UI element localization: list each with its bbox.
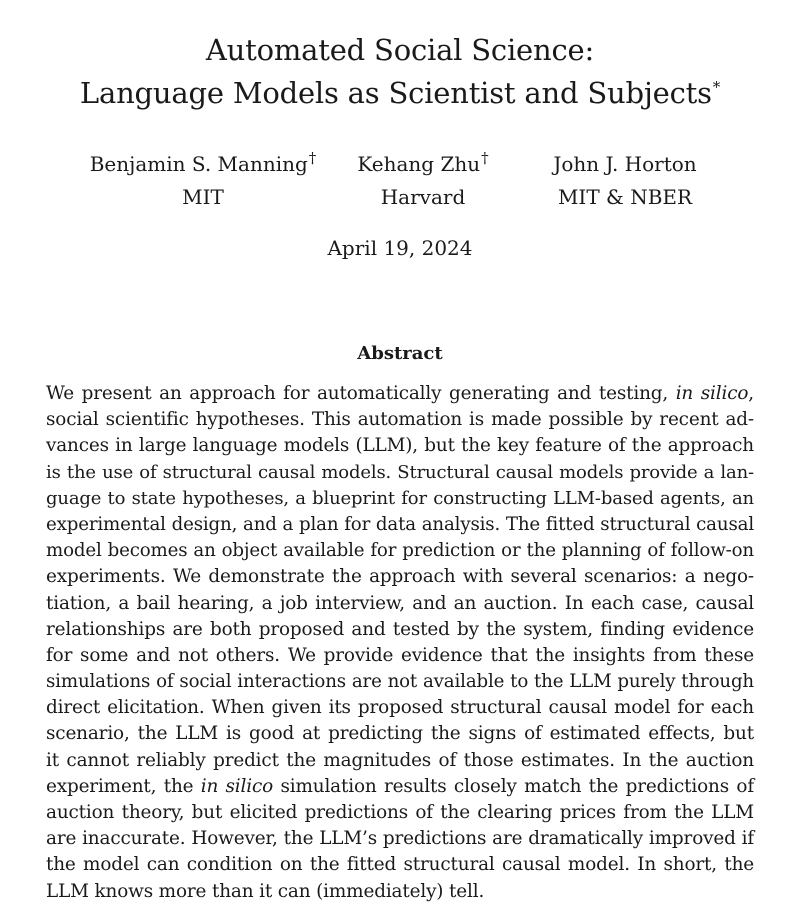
paper-date: April 19, 2024 [327, 236, 473, 260]
abstract-line [46, 774, 754, 800]
abstract-text: vances in large language models (LLM), but the key feature of the approach [46, 435, 754, 457]
abstract-line [46, 460, 754, 486]
abstract-line [46, 879, 754, 905]
abstract-line [46, 748, 754, 774]
author-name-text: John J. Horton [553, 152, 697, 176]
abstract-line [46, 538, 754, 564]
abstract-text: simulations of social interactions are not available to the LLM purely through [46, 671, 754, 693]
abstract-text: auction theory, but elicited predictions of the clearing prices from the LLM [46, 802, 754, 823]
title-line-2-text: Language Models as Scientist and Subjects [79, 76, 712, 110]
abstract-line [46, 617, 754, 643]
abstract-text: the model can condition on the fitted structural causal model. In short, the [46, 854, 754, 876]
abstract-line [46, 407, 754, 433]
abstract-line [46, 695, 754, 721]
abstract-text: experiments. We demonstrate the approach with several scenarios: a nego- [46, 566, 754, 588]
abstract-text: guage to state hypotheses, a blueprint for constructing LLM-based agents, an [46, 487, 754, 509]
abstract-italic-text: in silico [675, 383, 749, 404]
abstract-text: scenario, the LLM is good at predicting the signs of estimated effects, but [46, 723, 754, 745]
abstract-line [46, 564, 754, 590]
abstract-text: direct elicitation. When given its proposed structural causal model for each [46, 697, 754, 719]
abstract-text: it cannot reliably predict the magnitudes of those estimates. In the auction [46, 749, 754, 771]
author-block [88, 149, 318, 209]
abstract-line [46, 512, 754, 538]
abstract-line [46, 852, 754, 878]
author-footnote-mark: † [308, 149, 317, 168]
abstract-text: tiation, a bail hearing, a job interview, and an auction. In each case, causal [46, 592, 754, 614]
abstract-line [46, 486, 754, 512]
author-affiliation: MIT & NBER [557, 185, 693, 209]
abstract-line [46, 381, 754, 407]
abstract-line [46, 800, 754, 826]
abstract-text: relationships are both proposed and tested by the system, finding evidence [46, 618, 754, 640]
abstract-line [46, 826, 754, 852]
abstract-text: for some and not others. We provide evidence that the insights from these [46, 644, 754, 666]
author-affiliation: MIT [182, 185, 224, 209]
author-block [540, 152, 710, 209]
abstract-text: simulation results closely match the predictions of [273, 775, 754, 797]
abstract-text: are inaccurate. However, the LLM’s predictions are dramatically improved if [46, 828, 754, 850]
abstract-line [46, 591, 754, 617]
abstract-text: experimental design, and a plan for data analysis. The fitted structural causal [46, 513, 754, 535]
paper-title-line-2 [0, 77, 800, 110]
paper-title-line-1 [0, 34, 800, 67]
abstract-text: , [748, 383, 754, 404]
abstract-line [46, 433, 754, 459]
author-name [88, 149, 318, 176]
abstract-text: model becomes an object available for prediction or the planning of follow-on [46, 540, 754, 562]
abstract-text: experiment, the [46, 775, 201, 797]
author-name [348, 149, 498, 176]
abstract-line [46, 721, 754, 747]
abstract-body [46, 381, 754, 905]
author-affiliation: Harvard [380, 185, 466, 209]
abstract-text: We present an approach for automatically generating and testing, [46, 383, 676, 404]
author-name-text: Benjamin S. Manning [89, 152, 308, 176]
abstract-text: social scientific hypotheses. This automation is made possible by recent ad- [46, 409, 754, 431]
author-name [540, 152, 710, 176]
abstract-italic-text: in silico [200, 775, 274, 797]
author-footnote-mark: † [481, 149, 489, 168]
title-line-1-text: Automated Social Science: [205, 33, 595, 67]
author-block [348, 149, 498, 209]
abstract-line [46, 643, 754, 669]
author-name-text: Kehang Zhu [357, 152, 481, 176]
title-footnote-mark: * [712, 78, 721, 97]
abstract-line [46, 669, 754, 695]
abstract-text: is the use of structural causal models. Structural causal models provide a lan- [46, 461, 754, 483]
abstract-text: LLM knows more than it can (immediately) tell. [46, 880, 485, 902]
abstract-heading: Abstract [357, 343, 443, 364]
